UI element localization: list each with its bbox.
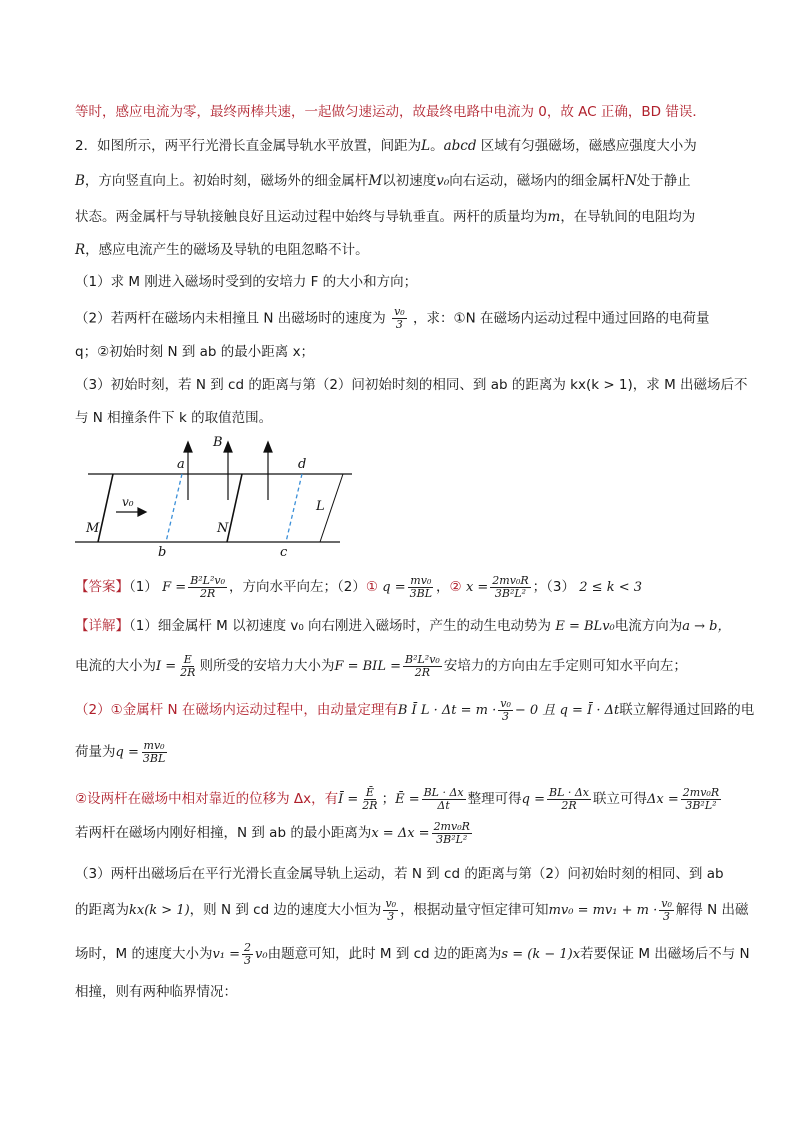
question-1: （1）求 M 刚进入磁场时受到的安培力 F 的大小和方向； bbox=[75, 274, 418, 290]
question-3-line-2: 与 N 相撞条件下 k 的取值范围。 bbox=[75, 410, 273, 426]
question-2-line-2: q；②初始时刻 N 到 ab 的最小距离 x； bbox=[75, 344, 315, 360]
problem-line-3: 状态。两金属杆与导轨接触良好且运动过程中始终与导轨垂直。两杆的质量均为m，在导轨间的电阻均为 bbox=[75, 209, 696, 225]
label-a: a bbox=[177, 457, 185, 472]
detail-line-6: 若两杆在磁场内刚好相撞，N 到 ab 的最小距离为x = Δx = $\frac{\text{2mv₀R}}{\text{3B²L²}}$ bbox=[75, 819, 470, 846]
label-m: M bbox=[86, 521, 100, 536]
problem-line-4: R，感应电流产生的磁场及导轨的电阻忽略不计。 bbox=[75, 242, 369, 258]
velocity-arrow bbox=[116, 508, 146, 516]
question-3-line-1: （3）初始时刻，若 N 到 cd 的距离与第（2）问初始时刻的相同、到 ab 的距离为 kx(k > 1)，求 M 出磁场后不 bbox=[75, 377, 748, 393]
label-d: d bbox=[298, 457, 307, 472]
previous-solution-tail: 等时，感应电流为零，最终两棒共速，一起做匀速运动，故最终电路中电流为 0，故 AC 正确，BD 错误． bbox=[75, 104, 706, 120]
rod-m bbox=[98, 474, 113, 542]
detail-line-5: ②设两杆在磁场中相对靠近的位移为 Δx，有Ī = $\frac{Ē}{2R}$ ；Ē = $\frac{BL \cdot \Delta x}{\Delta t}$ 整理可得q = $\frac{BL \cdot \Delta x}{2R}$ 联立可得Δx = $\frac{\text{2mv₀R}}{\text{3B²L²}}$ bbox=[75, 785, 720, 812]
rail-magnetic-field-figure bbox=[70, 428, 370, 558]
fraction-v0-over-3: $\frac{\text{v₀}}{3}$ bbox=[394, 305, 405, 331]
detail-line-8: 的距离为kx(k > 1)，则 N 到 cd 边的速度大小恒为 $\frac{\text{v₀}}{3}$ ，根据动量守恒定律可知mv₀ = mv₁ + m · $\frac{\text{v₀}}{3}$ 解得 N 出磁 bbox=[75, 896, 749, 923]
rod-n bbox=[227, 474, 242, 542]
label-b: b bbox=[158, 545, 167, 558]
question-2-line-1: （2）若两杆在磁场内未相撞且 N 出磁场时的速度为 $\frac{\text{v₀}}{3}$ ，求：①N 在磁场内运动过程中通过回路的电荷量 bbox=[75, 305, 710, 331]
problem-line-2: B，方向竖直向上。初始时刻，磁场外的细金属杆M以初速度v₀向右运动，磁场内的细金属杆N处于静止 bbox=[75, 173, 691, 189]
detail-line-4: 荷量为q = $\frac{\text{mv₀}}{3BL}$ bbox=[75, 738, 166, 765]
detail-line-10: 相撞，则有两种临界情况： bbox=[75, 984, 237, 1000]
label-c: c bbox=[280, 545, 288, 558]
boundary-dc bbox=[286, 474, 302, 542]
detail-line-3: （2）①金属杆 N 在磁场内运动过程中，由动量定理有B Ī L · Δt = m · $\frac{\text{v₀}}{3}$ − 0 且 q = Ī · Δt联立解得通过回路的电 bbox=[75, 696, 755, 723]
answer-line: 【答案】（1） F = $\frac{\text{B²L²v₀}}{2R}$ ，方向水平向左；（2）① q = $\frac{\text{mv₀}}{3BL}$ ，② x = $\frac{\text{2mv₀R}}{\text{3B²L²}}$ ；（3） 2 ≤ k < 3 bbox=[75, 573, 643, 600]
boundary-ab bbox=[166, 474, 182, 542]
label-l: L bbox=[316, 499, 325, 514]
detail-line-9: 场时，M 的速度大小为v₁ = $\frac{2}{3}$ v₀由题意可知，此时 M 到 cd 边的距离为s = (k − 1)x若要保证 M 出磁场后不与 N bbox=[75, 940, 750, 967]
detail-line-2: 电流的大小为I = $\frac{E}{2R}$ 则所受的安培力大小为F = BIL = $\frac{\text{B²L²v₀}}{2R}$ 安培力的方向由左手定则可知水平向左； bbox=[75, 652, 687, 679]
problem-line-1: 2．如图所示，两平行光滑长直金属导轨水平放置，间距为L。abcd 区域有匀强磁场，磁感应强度大小为 bbox=[75, 138, 697, 154]
field-arrows bbox=[184, 442, 272, 500]
label-v0: v₀ bbox=[122, 495, 134, 509]
label-field-b: B bbox=[213, 435, 223, 450]
detail-line-1: 【详解】（1）细金属杆 M 以初速度 v₀ 向右刚进入磁场时，产生的动生电动势为 E = BLv₀电流方向为a → b， bbox=[75, 618, 731, 634]
label-n: N bbox=[217, 521, 229, 536]
detail-line-7: （3）两杆出磁场后在平行光滑长直金属导轨上运动，若 N 到 cd 的距离与第（2）问初始时刻的相同、到 ab bbox=[75, 866, 724, 882]
